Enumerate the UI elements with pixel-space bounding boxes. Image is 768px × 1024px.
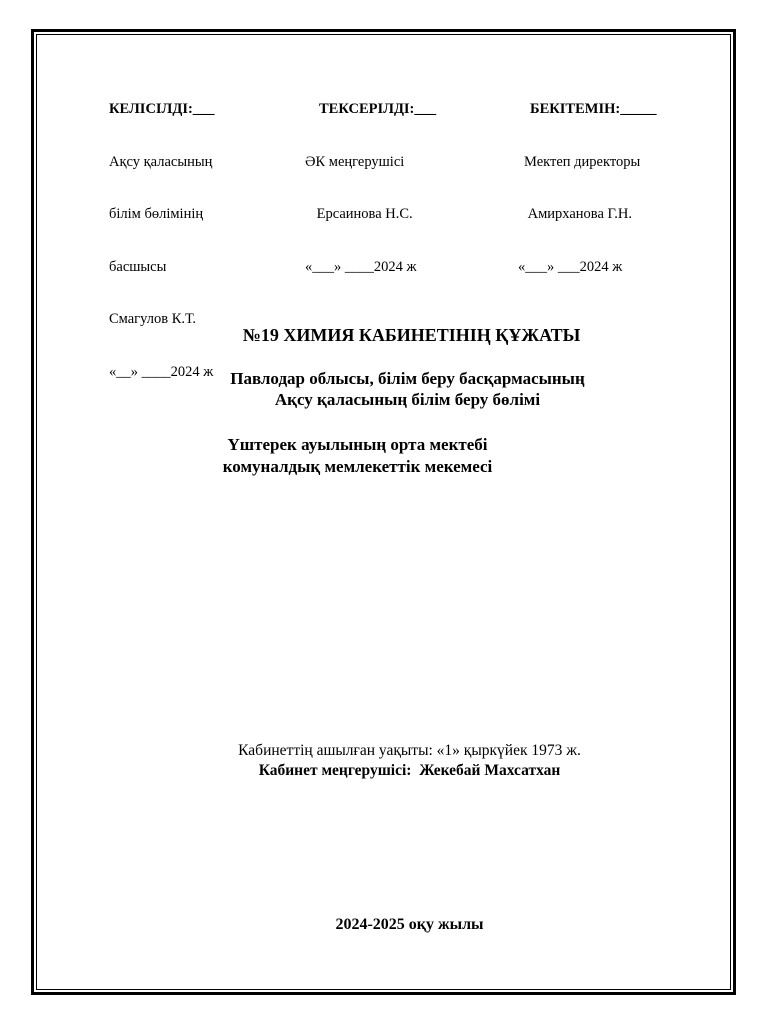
approval-checked-line: ӘК меңгерушісі [305, 153, 405, 170]
approval-checked-block [305, 66, 436, 294]
approval-approved-signer: Амирханова Г.Н. [524, 206, 632, 222]
cabinet-manager: Кабинет меңгерушісі: Жекебай Махсатхан [258, 762, 561, 779]
school-line-2: комуналдық мемлекеттік мекемесі [222, 457, 493, 476]
approval-checked-heading: ТЕКСЕРІЛДІ:___ [319, 101, 437, 117]
approval-agreed-line: басшысы [109, 258, 167, 275]
school-block [10, 434, 705, 478]
school-year: 2024-2025 оқу жылы [335, 916, 484, 933]
approval-agreed-signer: Смагулов К.Т. [109, 311, 197, 327]
department-line-1: Павлодар облысы, білім беру басқармасының [230, 369, 585, 388]
approval-checked-signer: Ерсаинова Н.С. [313, 206, 413, 222]
approval-checked-date: «___» ____2024 ж [305, 258, 417, 275]
approval-approved-block [518, 66, 656, 294]
approval-approved-date: «___» ___2024 ж [518, 258, 623, 275]
department-block [60, 368, 755, 410]
cabinet-opening-date: Кабинеттің ашылған уақыты: «1» қыркүйек 1973 ж. [238, 742, 581, 759]
approval-agreed-line: білім бөлімінің [109, 206, 204, 222]
approval-agreed-date: «__» ____2024 ж [109, 363, 214, 380]
document-title: №19 ХИМИЯ КАБИНЕТІНІҢ ҚҰЖАТЫ [242, 325, 581, 345]
school-line-1: Үштерек ауылының орта мектебі [227, 435, 488, 454]
approval-approved-heading: БЕКІТЕМІН:_____ [530, 101, 657, 117]
approval-agreed-line: Ақсу қаласының [109, 153, 213, 170]
approval-agreed-block [109, 66, 215, 399]
department-line-2: Ақсу қаласының білім беру бөлімі [274, 390, 541, 409]
approval-approved-line: Мектеп директоры [524, 153, 641, 170]
approval-agreed-heading: КЕЛІСІЛДІ:___ [109, 101, 215, 117]
